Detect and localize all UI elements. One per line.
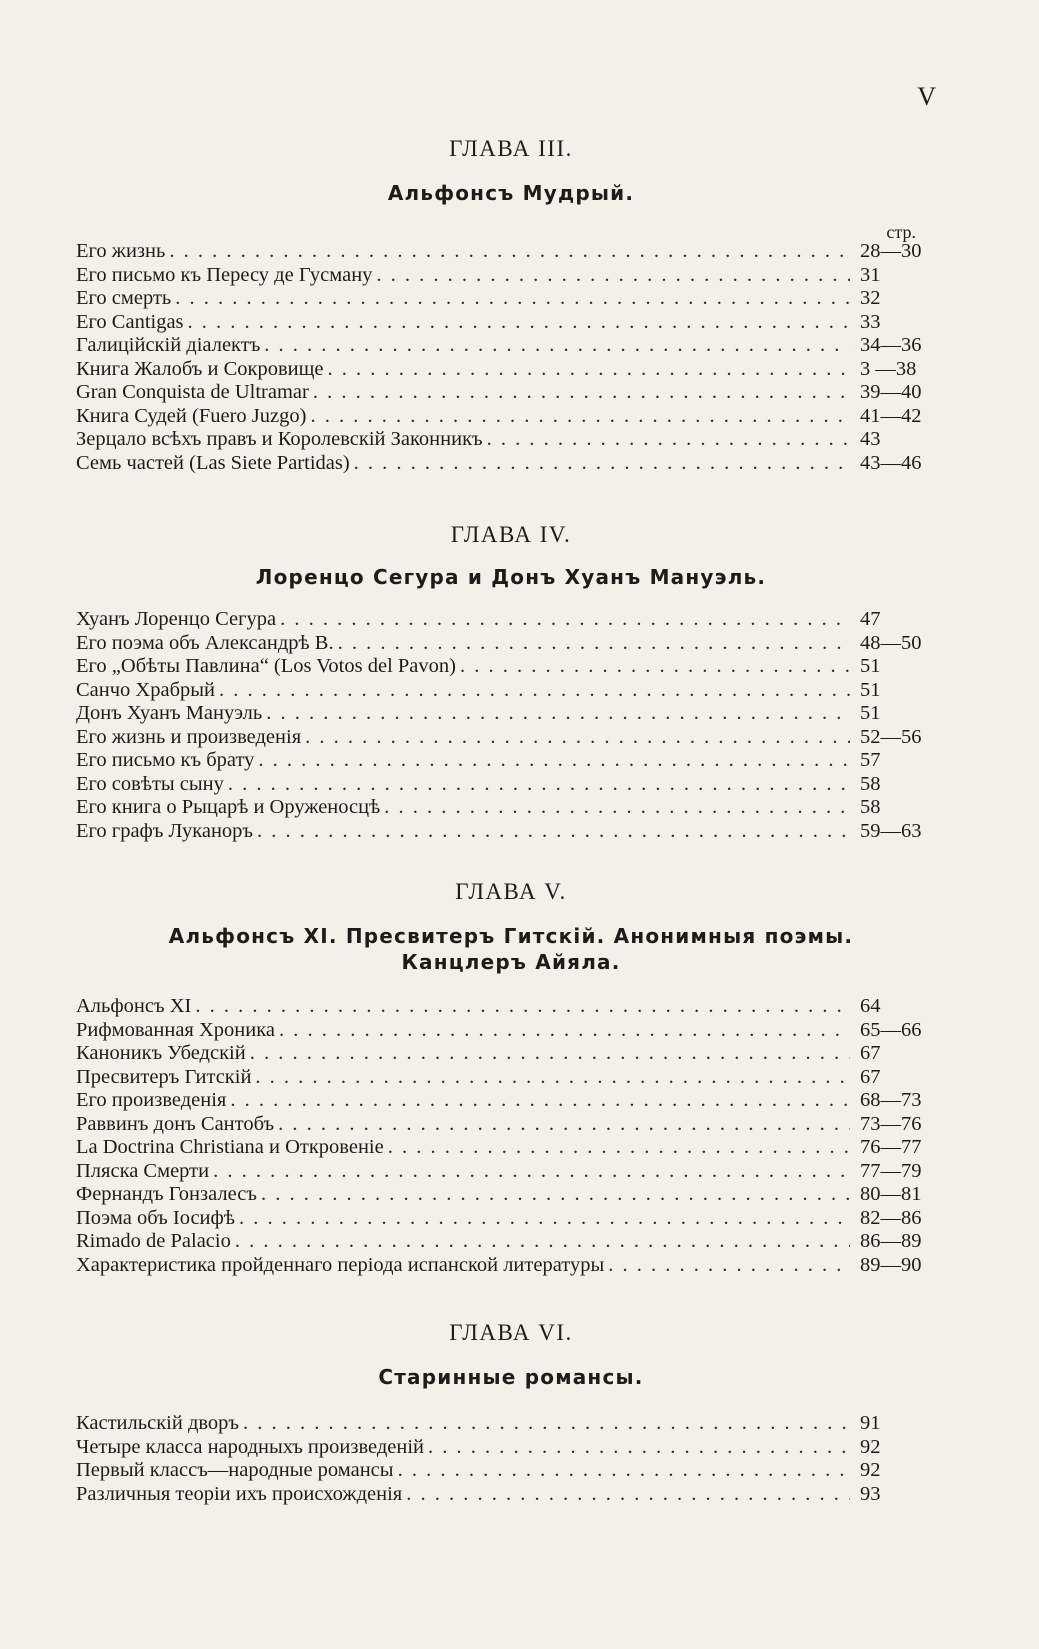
toc-entry-page: 92 — [860, 1435, 881, 1458]
toc-entry — [76, 1459, 946, 1483]
toc-entry — [76, 820, 946, 844]
toc-entry — [76, 1207, 946, 1231]
toc-entry-title: Санчо Храбрый — [76, 678, 216, 701]
toc-entry — [76, 1183, 946, 1207]
dot-leader — [171, 287, 850, 311]
toc-entry — [76, 1113, 946, 1137]
dot-leader — [274, 1113, 850, 1137]
chapter-subtitle: Канцлеръ Айяла. — [401, 950, 621, 974]
toc-entry — [76, 632, 946, 656]
toc-entry-page: 91 — [860, 1412, 881, 1434]
dot-leader — [306, 405, 850, 429]
toc-entry-title: Его книга о Рыцарѣ и Оруженосцѣ — [76, 796, 381, 818]
toc-entry-title: Поэма объ Іосифѣ — [76, 1206, 235, 1229]
dot-leader — [604, 1254, 850, 1278]
toc-entry-page: 93 — [860, 1482, 881, 1505]
toc-entry — [76, 655, 946, 679]
toc-entry — [76, 1066, 946, 1090]
chapter-subtitle: Альфонсъ Мудрый. — [387, 181, 635, 205]
toc-entry-title: Rimado de Palacio — [76, 1230, 231, 1252]
toc-entry-title: La Doctrina Christiana и Откровеніе — [76, 1136, 384, 1158]
dot-leader — [215, 679, 850, 703]
dot-leader — [184, 311, 850, 335]
dot-leader — [402, 1483, 850, 1507]
page-column-header: стр. — [886, 222, 916, 242]
toc-entry-title: Его Cantigas — [76, 310, 184, 333]
toc-entry-page: 58 — [860, 772, 881, 795]
toc-entry-title: Его совѣты сыну — [76, 772, 224, 795]
toc-entry-title: Его произведенія — [76, 1089, 227, 1111]
toc-list — [76, 1412, 946, 1506]
toc-entry-title: Каноникъ Убедскій — [76, 1042, 246, 1064]
toc-entry — [76, 311, 946, 335]
toc-entry — [76, 1254, 946, 1278]
toc-entry-title: Его смерть — [76, 287, 172, 309]
toc-entry-title: Книга Жалобъ и Сокровище — [76, 357, 324, 380]
toc-entry-page: 3 —38 — [860, 357, 917, 380]
chapter-6 — [76, 1318, 946, 1506]
dot-leader — [251, 1066, 850, 1090]
toc-entry-page: 43 — [860, 428, 881, 450]
toc-entry — [76, 452, 946, 476]
toc-entry-page: 59—63 — [860, 819, 922, 842]
toc-entry — [76, 1089, 946, 1113]
dot-leader — [260, 334, 850, 358]
toc-entry — [76, 726, 946, 750]
toc-entry-page: 51 — [860, 655, 881, 677]
toc-entry-title: Рифмованная Хроника — [76, 1018, 275, 1041]
toc-entry-title: Раввинъ донъ Сантобъ — [76, 1112, 275, 1135]
dot-leader — [350, 452, 850, 476]
toc-entry — [76, 428, 946, 452]
toc-entry-page: 82—86 — [860, 1206, 922, 1229]
dot-leader — [226, 1089, 850, 1113]
dot-leader — [372, 264, 850, 288]
chapter-4 — [76, 520, 946, 843]
toc-entry-title: Его жизнь и произведенія — [76, 725, 302, 748]
dot-leader — [394, 1459, 850, 1483]
chapter-title: ГЛАВА V. — [455, 879, 567, 904]
dot-leader — [309, 381, 850, 405]
toc-entry-title: Галиційскій діалектъ — [76, 334, 261, 356]
dot-leader — [334, 632, 850, 656]
chapter-title: ГЛАВА VI. — [449, 1320, 573, 1345]
toc-entry-page: 39—40 — [860, 381, 922, 403]
toc-entry — [76, 773, 946, 797]
dot-leader — [424, 1436, 850, 1460]
toc-entry-title: Различныя теоріи ихъ происхожденія — [76, 1482, 403, 1505]
toc-entry-page: 77—79 — [860, 1159, 922, 1182]
chapter-subtitle: Старинные романсы. — [378, 1365, 644, 1389]
toc-entry-title: Альфонсъ XI — [76, 995, 192, 1017]
toc-entry — [76, 749, 946, 773]
toc-entry-title: Характеристика пройденнаго періода испанской литературы — [76, 1253, 605, 1276]
toc-entry — [76, 264, 946, 288]
toc-entry — [76, 796, 946, 820]
toc-entry-title: Донъ Хуанъ Мануэль — [76, 702, 263, 724]
dot-leader — [231, 1230, 850, 1254]
dot-leader — [239, 1412, 850, 1436]
chapter-5 — [76, 877, 946, 1277]
toc-entry-page: 28—30 — [860, 240, 922, 262]
toc-list — [76, 995, 946, 1277]
toc-entry-title: Зерцало всѣхъ правъ и Королевскій Законникъ — [76, 428, 483, 450]
dot-leader — [224, 773, 850, 797]
toc-entry-page: 58 — [860, 796, 881, 818]
dot-leader — [254, 749, 850, 773]
toc-entry-page: 80—81 — [860, 1183, 922, 1205]
toc-entry-title: Gran Conquista de Ultramar — [76, 381, 309, 403]
dot-leader — [253, 820, 850, 844]
toc-entry — [76, 287, 946, 311]
toc-entry-title: Его жизнь — [76, 240, 166, 262]
toc-entry-title: Кастильскій дворъ — [76, 1412, 240, 1434]
toc-entry-page: 34—36 — [860, 334, 922, 356]
toc-entry-page: 47 — [860, 608, 881, 630]
toc-entry-page: 31 — [860, 263, 881, 286]
chapter-subtitle: Лоренцо Сегура и Донъ Хуанъ Мануэль. — [255, 565, 767, 589]
toc-entry-page: 51 — [860, 702, 881, 724]
toc-entry — [76, 608, 946, 632]
dot-leader — [191, 995, 850, 1019]
toc-entry-page: 33 — [860, 310, 881, 333]
toc-entry — [76, 1019, 946, 1043]
toc-entry-title: Пресвитеръ Гитскій — [76, 1065, 252, 1088]
dot-leader — [235, 1207, 850, 1231]
toc-entry-page: 64 — [860, 995, 881, 1017]
toc-entry — [76, 1230, 946, 1254]
chapter-title: ГЛАВА III. — [449, 136, 573, 161]
toc-entry — [76, 702, 946, 726]
dot-leader — [257, 1183, 850, 1207]
toc-entry-title: Книга Судей (Fuero Juzgo) — [76, 404, 307, 427]
toc-entry — [76, 334, 946, 358]
toc-entry-title: Первый классъ—народные романсы — [76, 1459, 394, 1481]
toc-list — [76, 240, 946, 475]
dot-leader — [324, 358, 850, 382]
toc-entry-page: 43—46 — [860, 451, 922, 474]
toc-entry — [76, 1160, 946, 1184]
toc-entry-title: Хуанъ Лоренцо Сегура — [76, 608, 277, 630]
toc-entry-page: 32 — [860, 287, 881, 309]
toc-entry — [76, 1042, 946, 1066]
toc-entry-title: Четыре класса народныхъ произведеній — [76, 1435, 425, 1458]
toc-entry — [76, 405, 946, 429]
dot-leader — [262, 702, 850, 726]
toc-entry-page: 86—89 — [860, 1230, 922, 1252]
toc-entry-page: 52—56 — [860, 725, 922, 748]
dot-leader — [483, 428, 850, 452]
toc-entry-page: 68—73 — [860, 1089, 922, 1111]
dot-leader — [384, 1136, 850, 1160]
dot-leader — [276, 608, 850, 632]
dot-leader — [165, 240, 850, 264]
toc-entry-page: 67 — [860, 1065, 881, 1088]
chapter-subtitle: Альфонсъ XI. Пресвитеръ Гитскій. Анонимныя поэмы. — [168, 924, 854, 948]
toc-entry — [76, 679, 946, 703]
toc-entry-page: 89—90 — [860, 1253, 922, 1276]
toc-entry — [76, 1412, 946, 1436]
dot-leader — [246, 1042, 850, 1066]
chapter-3 — [76, 134, 946, 475]
toc-entry-title: Пляска Смерти — [76, 1159, 210, 1182]
dot-leader — [301, 726, 850, 750]
toc-entry-page: 65—66 — [860, 1018, 922, 1041]
toc-entry-title: Его графъ Луканоръ — [76, 819, 254, 842]
toc-entry — [76, 1436, 946, 1460]
toc-entry — [76, 240, 946, 264]
page-number: V — [917, 82, 937, 111]
toc-entry-page: 92 — [860, 1459, 881, 1481]
toc-entry-title: Семь частей (Las Siete Partidas) — [76, 451, 350, 474]
toc-entry — [76, 1483, 946, 1507]
chapter-title: ГЛАВА IV. — [450, 522, 572, 547]
toc-entry-page: 76—77 — [860, 1136, 922, 1158]
toc-entry — [76, 995, 946, 1019]
toc-entry-page: 73—76 — [860, 1112, 922, 1135]
toc-entry-page: 41—42 — [860, 404, 922, 427]
toc-entry-title: Его поэма объ Александрѣ В. — [76, 631, 334, 654]
dot-leader — [380, 796, 850, 820]
toc-list — [76, 608, 946, 843]
dot-leader — [275, 1019, 850, 1043]
toc-entry-title: Его письмо къ Пересу де Гусману — [76, 263, 373, 286]
dot-leader — [456, 655, 850, 679]
toc-entry-page: 67 — [860, 1042, 881, 1064]
toc-entry-title: Фернандъ Гонзалесъ — [76, 1183, 257, 1205]
toc-entry-page: 48—50 — [860, 631, 922, 654]
toc-entry-page: 51 — [860, 678, 881, 701]
toc-entry — [76, 381, 946, 405]
toc-entry-title: Его письмо къ брату — [76, 749, 255, 771]
toc-entry-page: 57 — [860, 749, 881, 771]
dot-leader — [209, 1160, 850, 1184]
toc-entry — [76, 1136, 946, 1160]
toc-entry — [76, 358, 946, 382]
toc-entry-title: Его „Обѣты Павлина“ (Los Votos del Pavon) — [76, 655, 456, 677]
